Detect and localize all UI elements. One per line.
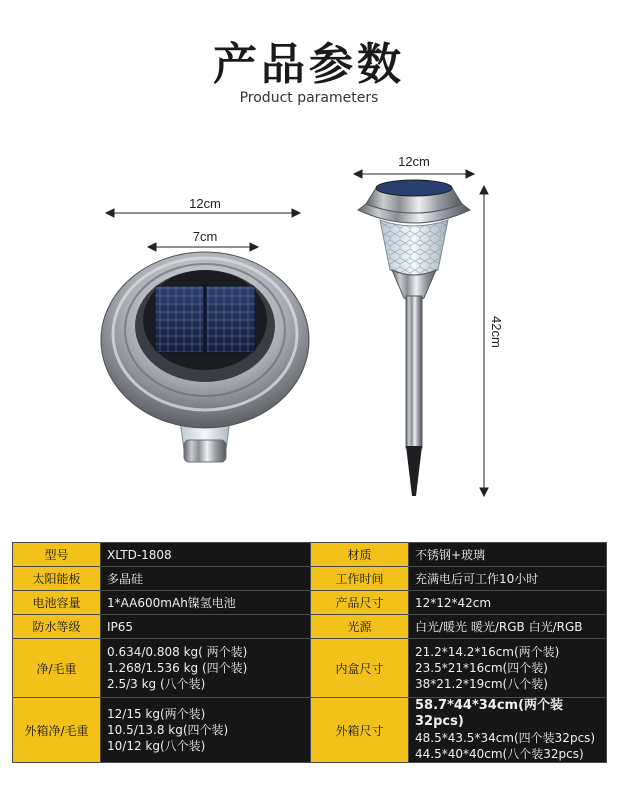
spec-label-model: 型号 <box>13 543 101 567</box>
spec-value-battery: 1*AA600mAh镍氢电池 <box>101 591 311 615</box>
page-title: 产品参数 <box>213 39 405 90</box>
spec-line: 10/12 kg(八个装) <box>107 739 206 753</box>
spec-value-model: XLTD-1808 <box>101 543 311 567</box>
spec-value-light-source: 白光/暖光 暖光/RGB 白光/RGB <box>409 615 607 639</box>
spec-line: 44.5*40*40cm(八个装32pcs) <box>415 747 584 761</box>
spec-value-waterproof: IP65 <box>101 615 311 639</box>
spec-label-battery: 电池容量 <box>13 591 101 615</box>
spec-value-outer-box-weight <box>101 698 311 763</box>
spec-line: 12/15 kg(两个装) <box>107 707 206 721</box>
spec-value-weight <box>101 639 311 698</box>
right-top-width-label: 12cm <box>398 154 430 169</box>
table-row <box>13 639 607 698</box>
spec-label-waterproof: 防水等级 <box>13 615 101 639</box>
lamp-side-view <box>358 180 470 496</box>
spec-line: 48.5*43.5*34cm(四个装32pcs) <box>415 731 596 745</box>
spec-line: 21.2*14.2*16cm(两个装) <box>415 645 560 659</box>
table-row <box>13 543 607 567</box>
left-inner-width-label: 7cm <box>192 229 218 244</box>
table-row <box>13 591 607 615</box>
spec-line: 2.5/3 kg (八个装) <box>107 677 206 691</box>
spec-value-product-size: 12*12*42cm <box>409 591 607 615</box>
lamp-top-view <box>101 252 309 462</box>
table-row <box>13 615 607 639</box>
spec-label-working-time: 工作时间 <box>311 567 409 591</box>
page-subtitle: Product parameters <box>239 90 379 106</box>
spec-label-outer-box-weight: 外箱净/毛重 <box>13 698 101 763</box>
right-height-label: 42cm <box>489 316 504 348</box>
spec-line: 1.268/1.536 kg (四个装) <box>107 661 248 675</box>
spec-line: 38*21.2*19cm(八个装) <box>415 677 548 691</box>
spec-line: 0.634/0.808 kg( 两个装) <box>107 645 248 659</box>
right-top-dimension-line <box>354 170 474 178</box>
spec-value-working-time: 充满电后可工作10小时 <box>409 567 607 591</box>
table-row <box>13 567 607 591</box>
product-illustration <box>0 140 618 520</box>
spec-value-outer-box-size <box>409 698 607 763</box>
spec-label-solar-panel: 太阳能板 <box>13 567 101 591</box>
spec-line: 10.5/13.8 kg(四个装) <box>107 723 229 737</box>
spec-line: 58.7*44*34cm(两个装32pcs) <box>415 698 564 729</box>
left-outer-width-label: 12cm <box>189 196 221 211</box>
right-height-dimension-line <box>480 186 488 496</box>
spec-label-light-source: 光源 <box>311 615 409 639</box>
left-inner-dimension-line <box>148 243 258 251</box>
spec-label-outer-box-size: 外箱尺寸 <box>311 698 409 763</box>
spec-value-solar-panel: 多晶硅 <box>101 567 311 591</box>
spec-value-material: 不锈钢+玻璃 <box>409 543 607 567</box>
spec-table <box>12 542 607 763</box>
spec-label-material: 材质 <box>311 543 409 567</box>
spec-label-inner-box-size: 内盒尺寸 <box>311 639 409 698</box>
spec-label-product-size: 产品尺寸 <box>311 591 409 615</box>
table-row <box>13 698 607 763</box>
spec-line: 23.5*21*16cm(四个装) <box>415 661 548 675</box>
spec-value-inner-box-size <box>409 639 607 698</box>
spec-label-weight: 净/毛重 <box>13 639 101 698</box>
